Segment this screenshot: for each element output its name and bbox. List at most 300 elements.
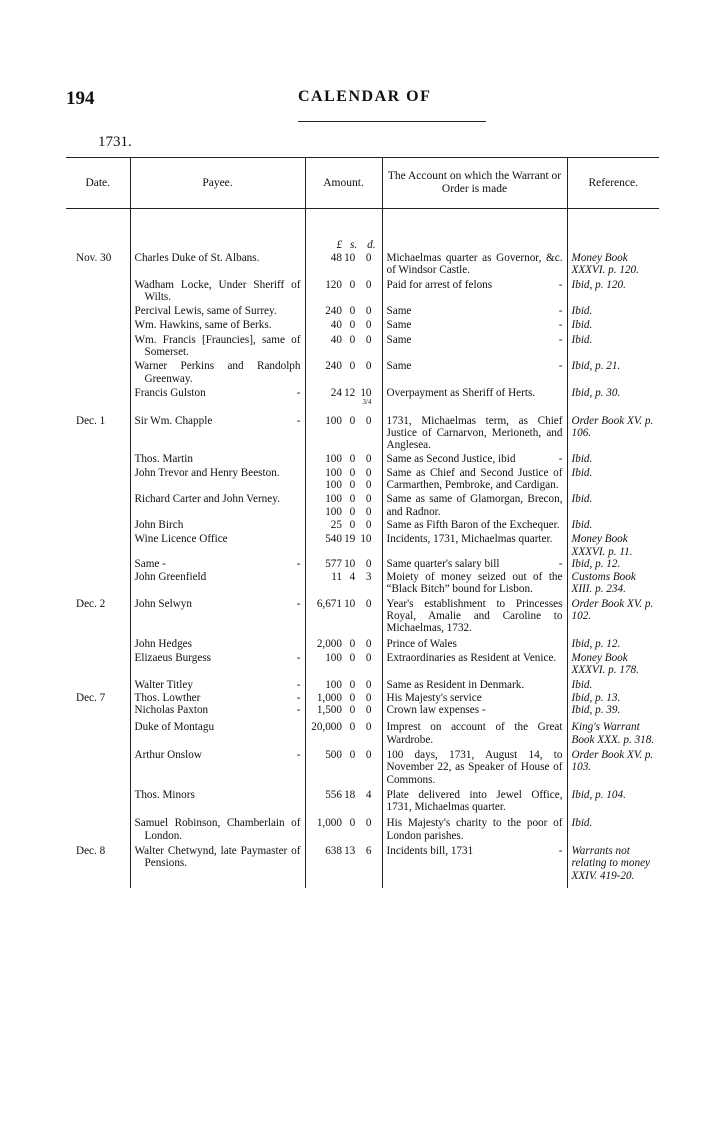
table-row — [66, 558, 659, 570]
shillings-value: 0 — [349, 466, 356, 479]
pence-value-wrap — [355, 453, 371, 465]
table-row — [66, 358, 659, 385]
payee-name: Nicholas Paxton — [134, 704, 209, 717]
reference-text: Ibid. — [571, 305, 593, 318]
amount-cell — [305, 813, 382, 842]
pence-value-wrap — [355, 533, 371, 545]
table-row — [66, 385, 659, 412]
payee-name: Walter Chetwynd, late Paymaster of Pensions. — [134, 845, 301, 870]
payee-name: Elizaeus Burgess — [134, 651, 212, 664]
account-cell — [382, 252, 567, 277]
date-cell — [66, 385, 130, 412]
leader-dash: - — [558, 278, 563, 291]
pounds-value: 1,500 — [316, 704, 342, 717]
leader-dash: - — [558, 360, 563, 373]
pence-value: 0 — [365, 479, 372, 492]
reference-cell — [567, 518, 659, 531]
year-heading: 1731. — [98, 134, 132, 150]
payee-name: Wine Licence Office — [134, 533, 228, 546]
date-cell — [66, 518, 130, 531]
reference-cell — [567, 716, 659, 746]
pence-value-wrap — [355, 252, 371, 264]
reference-cell — [567, 252, 659, 277]
account-text: Same quarter's salary bill — [386, 557, 500, 570]
entry-date: Dec. 7 — [76, 691, 106, 704]
pence-value: 0 — [365, 333, 372, 346]
amount-line — [310, 749, 378, 761]
amount-line — [310, 279, 378, 291]
amount-cell — [305, 635, 382, 650]
account-cell — [382, 332, 567, 359]
payee-cell — [130, 385, 305, 412]
reference-text: Ibid. — [571, 493, 593, 506]
account-text: 1731, Michaelmas term, as Chief Justice of Carnarvon, Merioneth, and Anglesea. — [386, 414, 563, 452]
amount-cell — [305, 691, 382, 704]
amount-line — [310, 652, 378, 664]
pounds-unit: £ — [336, 239, 343, 251]
pence-value-wrap — [355, 571, 371, 583]
pence-value: 0 — [365, 278, 372, 291]
reference-text: Money Book XXXVI. p. 120. — [571, 252, 639, 277]
pence-value-wrap — [355, 817, 371, 829]
account-cell — [382, 716, 567, 746]
payee-cell — [130, 412, 305, 452]
pence-value-wrap — [355, 558, 371, 570]
pounds-value: 2,000 — [316, 637, 342, 650]
table-row — [66, 451, 659, 465]
amount-cell — [305, 704, 382, 716]
pence-value: 0 — [365, 453, 372, 466]
shillings-value: 18 — [344, 788, 356, 801]
reference-cell — [567, 596, 659, 635]
amount-line — [310, 533, 378, 545]
pence-value-wrap — [355, 319, 371, 331]
reference-cell — [567, 317, 659, 331]
pounds-value: 638 — [325, 845, 342, 858]
pence-value: 0 — [365, 518, 372, 531]
shillings-value: 0 — [349, 453, 356, 466]
pounds-value: 100 — [325, 453, 342, 466]
table-row — [66, 531, 659, 558]
entry-date: Nov. 30 — [76, 252, 112, 264]
reference-text: Warrants not relating to money XXIV. 419-20. — [571, 845, 651, 882]
payee-name: Charles Duke of St. Albans. — [134, 252, 260, 264]
pence-value-wrap — [355, 749, 371, 761]
account-text: Same as Chief and Second Justice of Carmarthen, Pembroke, and Cardigan. — [386, 466, 563, 492]
amount-line — [310, 360, 378, 372]
pence-value: 6 — [365, 845, 372, 858]
pounds-value: 25 — [330, 518, 342, 531]
shillings-value: 0 — [349, 505, 356, 518]
account-cell — [382, 277, 567, 304]
currency-units-row — [66, 239, 659, 252]
pounds-value: 100 — [325, 414, 342, 427]
pounds-value: 100 — [325, 651, 342, 664]
payee-name: Percival Lewis, same of Surrey. — [134, 305, 277, 318]
table-row — [66, 716, 659, 746]
shillings-value: 0 — [349, 278, 356, 291]
amount-line — [310, 704, 378, 716]
table-row — [66, 635, 659, 650]
pence-value-wrap — [355, 704, 371, 716]
account-text: Same — [386, 319, 412, 332]
reference-cell — [567, 303, 659, 317]
account-cell — [382, 704, 567, 716]
table-row — [66, 704, 659, 716]
amount-line — [310, 305, 378, 317]
date-cell — [66, 358, 130, 385]
account-text: Same as Fifth Baron of the Exchequer. — [386, 518, 560, 531]
date-cell — [66, 451, 130, 465]
date-cell — [66, 746, 130, 786]
shillings-value: 0 — [349, 305, 356, 318]
pounds-value: 20,000 — [311, 721, 342, 734]
pence-value-wrap — [355, 519, 371, 531]
table-row — [66, 252, 659, 277]
table-row — [66, 277, 659, 304]
shillings-value: 0 — [349, 319, 356, 332]
header-rule — [298, 121, 486, 122]
shillings-value: 0 — [349, 651, 356, 664]
reference-text: Ibid. — [571, 466, 593, 479]
reference-text: Order Book XV. p. 102. — [571, 597, 654, 623]
reference-text: Ibid, p. 120. — [571, 278, 626, 291]
pounds-value: 11 — [331, 571, 342, 584]
leader-dash: - — [296, 597, 301, 610]
account-cell — [382, 317, 567, 331]
amount-cell — [305, 385, 382, 412]
reference-cell — [567, 385, 659, 412]
pence-value-wrap — [355, 360, 371, 372]
pence-value: 0 — [365, 651, 372, 664]
payee-cell — [130, 303, 305, 317]
pence-value-wrap — [355, 506, 371, 518]
pence-value: 0 — [365, 466, 372, 479]
reference-text: Ibid. — [571, 319, 593, 332]
calendar-table — [66, 157, 659, 888]
reference-text: Customs Book XIII. p. 234. — [571, 571, 636, 596]
account-cell — [382, 842, 567, 882]
column-header-account: The Account on which the Warrant or Order is made — [382, 158, 567, 209]
amount-line — [310, 721, 378, 733]
entry-date: Dec. 1 — [76, 414, 106, 427]
account-text: Overpayment as Sheriff of Herts. — [386, 386, 536, 399]
account-cell — [382, 531, 567, 558]
payee-name: Wm. Hawkins, same of Berks. — [134, 319, 272, 332]
pence-value: 0 — [365, 493, 372, 506]
amount-cell — [305, 332, 382, 359]
pence-value-wrap — [355, 721, 371, 733]
pence-value-wrap — [355, 789, 371, 801]
payee-name: Warner Perkins and Randolph Greenway. — [134, 360, 301, 385]
pounds-value: 120 — [325, 278, 342, 291]
account-cell — [382, 385, 567, 412]
pounds-value: 1,000 — [316, 817, 342, 830]
account-cell — [382, 358, 567, 385]
shillings-value: 19 — [344, 533, 356, 546]
leader-dash: - — [296, 691, 301, 704]
pence-value: 0 — [365, 678, 372, 691]
pence-value: 0 — [365, 505, 372, 518]
leader-dash: - — [558, 557, 563, 570]
pence-value-wrap — [355, 305, 371, 317]
account-text: Paid for arrest of felons — [386, 278, 493, 291]
payee-cell — [130, 596, 305, 635]
reference-cell — [567, 842, 659, 882]
amount-cell — [305, 716, 382, 746]
amount-cell — [305, 491, 382, 518]
payee-cell — [130, 691, 305, 704]
shillings-value: 0 — [349, 817, 356, 830]
pence-value: 0 — [365, 721, 372, 734]
pence-value: 0 — [365, 252, 372, 264]
reference-cell — [567, 635, 659, 650]
amount-cell — [305, 518, 382, 531]
amount-cell — [305, 786, 382, 814]
shillings-value: 0 — [349, 637, 356, 650]
payee-cell — [130, 650, 305, 677]
amount-cell — [305, 746, 382, 786]
pence-value: 0 — [365, 691, 372, 704]
reference-cell — [567, 570, 659, 596]
payee-name: Samuel Robinson, Chamberlain of London. — [134, 817, 301, 842]
payee-name: John Trevor and Henry Beeston. — [134, 466, 280, 479]
reference-text: Order Book XV. p. 106. — [571, 414, 654, 439]
table-row — [66, 842, 659, 882]
pounds-value: 40 — [330, 333, 342, 346]
leader-dash: - — [558, 453, 563, 466]
reference-text: Ibid, p. 12. — [571, 637, 621, 650]
date-cell — [66, 570, 130, 596]
payee-cell — [130, 746, 305, 786]
reference-cell — [567, 813, 659, 842]
shillings-value: 12 — [344, 386, 356, 399]
pence-value: 0 — [365, 637, 372, 650]
amount-cell — [305, 677, 382, 691]
account-cell — [382, 466, 567, 492]
pence-value: 10 — [360, 533, 372, 546]
pence-value-wrap — [355, 279, 371, 291]
leader-dash: - — [558, 333, 563, 346]
shillings-value: 10 — [344, 557, 356, 570]
date-cell — [66, 491, 130, 518]
amount-line — [310, 453, 378, 465]
amount-cell — [305, 842, 382, 882]
payee-cell — [130, 531, 305, 558]
date-cell — [66, 704, 130, 716]
pence-value-wrap — [355, 493, 371, 505]
reference-cell — [567, 466, 659, 492]
shillings-value: 4 — [349, 571, 356, 584]
amount-line — [310, 415, 378, 427]
account-text: Year's establishment to Princesses Royal, Amalie and Caroline to Michaelmas, 1732. — [386, 597, 563, 635]
pence-value-wrap — [355, 598, 371, 610]
pence-value-wrap — [355, 845, 371, 857]
date-cell — [66, 691, 130, 704]
payee-cell — [130, 466, 305, 492]
payee-cell — [130, 704, 305, 716]
pence-value-wrap — [355, 334, 371, 346]
pence-value: 3 — [365, 571, 372, 584]
pounds-value: 100 — [325, 479, 342, 492]
shillings-value: 0 — [349, 414, 356, 427]
table-row — [66, 570, 659, 596]
table-row — [66, 518, 659, 531]
table-row — [66, 303, 659, 317]
pence-value: 0 — [365, 319, 372, 332]
account-text: Same as same of Glamorgan, Brecon, and Radnor. — [386, 493, 563, 518]
reference-text: Money Book XXXVI. p. 11. — [571, 533, 633, 558]
date-cell — [66, 635, 130, 650]
table-row — [66, 691, 659, 704]
reference-text: Ibid, p. 21. — [571, 360, 621, 373]
account-text: Extraordinaries as Resident at Venice. — [386, 651, 557, 664]
account-cell — [382, 691, 567, 704]
table-row — [66, 332, 659, 359]
payee-cell — [130, 277, 305, 304]
shillings-value: 0 — [349, 704, 356, 717]
pounds-value: 556 — [325, 788, 342, 801]
pence-value: 0 — [365, 360, 372, 373]
account-text: Crown law expenses - — [386, 704, 486, 717]
date-cell — [66, 716, 130, 746]
pence-value: 0 — [365, 414, 372, 427]
table-row — [66, 650, 659, 677]
payee-cell — [130, 491, 305, 518]
reference-cell — [567, 277, 659, 304]
amount-line — [310, 789, 378, 801]
amount-line — [310, 493, 378, 505]
payee-name: Wm. Francis [Frauncies], same of Somerset. — [134, 333, 301, 359]
date-cell — [66, 786, 130, 814]
payee-name: Thos. Lowther — [134, 691, 201, 704]
table-row — [66, 596, 659, 635]
amount-line — [310, 467, 378, 479]
reference-cell — [567, 358, 659, 385]
reference-text: Ibid, p. 13. — [571, 691, 621, 704]
date-cell — [66, 650, 130, 677]
payee-name: Wadham Locke, Under Sheriff of Wilts. — [134, 278, 301, 303]
shillings-value: 0 — [349, 493, 356, 506]
leader-dash: - — [296, 386, 301, 399]
date-cell — [66, 466, 130, 492]
shillings-value: 0 — [349, 748, 356, 761]
reference-cell — [567, 691, 659, 704]
table-row — [66, 466, 659, 492]
leader-dash: - — [296, 414, 301, 427]
amount-line — [310, 506, 378, 518]
pence-value: 0 — [365, 748, 372, 761]
shillings-unit: s. — [350, 239, 358, 251]
pence-value-wrap — [355, 638, 371, 650]
table-row — [66, 677, 659, 691]
amount-line — [310, 334, 378, 346]
pounds-value: 540 — [325, 533, 342, 546]
account-text: Moiety of money seized out of the “Black Bitch” bound for Lisbon. — [386, 571, 563, 596]
payee-name: Sir Wm. Chapple — [134, 414, 213, 427]
date-cell — [66, 412, 130, 452]
reference-text: Order Book XV. p. 103. — [571, 748, 654, 774]
amount-line — [310, 638, 378, 650]
amount-line — [310, 692, 378, 704]
amount-line — [310, 558, 378, 570]
pounds-value: 100 — [325, 678, 342, 691]
pounds-value: 240 — [325, 305, 342, 318]
pence-value: 4 — [365, 788, 372, 801]
leader-dash: - — [558, 845, 563, 858]
payee-cell — [130, 716, 305, 746]
pence-value: 0 — [365, 597, 372, 610]
shillings-value: 0 — [349, 360, 356, 373]
reference-text: King's Warrant Book XXX. p. 318. — [571, 721, 655, 746]
leader-dash: - — [296, 704, 301, 717]
table-header-row — [66, 158, 659, 209]
shillings-value: 0 — [349, 333, 356, 346]
amount-line — [310, 252, 378, 264]
amount-cell — [305, 466, 382, 492]
payee-name: Francis Gulston — [134, 386, 206, 399]
date-cell — [66, 303, 130, 317]
amount-cell — [305, 570, 382, 596]
amount-line — [310, 319, 378, 331]
amount-cell — [305, 317, 382, 331]
pence-value-wrap — [355, 415, 371, 427]
payee-cell — [130, 786, 305, 814]
reference-text: Ibid. — [571, 518, 593, 531]
reference-text: Ibid. — [571, 817, 593, 830]
amount-cell — [305, 252, 382, 277]
account-text: Same as Second Justice, ibid — [386, 453, 516, 466]
amount-line — [310, 571, 378, 583]
table-row — [66, 813, 659, 842]
payee-name: Same - — [134, 557, 166, 570]
reference-text: Ibid, p. 39. — [571, 704, 621, 717]
payee-cell — [130, 358, 305, 385]
shillings-value: 0 — [349, 479, 356, 492]
payee-cell — [130, 813, 305, 842]
amount-cell — [305, 531, 382, 558]
entry-date: Dec. 2 — [76, 597, 106, 610]
reference-text: Ibid, p. 104. — [571, 788, 626, 801]
date-cell — [66, 677, 130, 691]
table-row — [66, 786, 659, 814]
running-title: CALENDAR OF — [298, 88, 432, 105]
account-cell — [382, 303, 567, 317]
payee-cell — [130, 570, 305, 596]
pounds-value: 577 — [325, 557, 342, 570]
account-cell — [382, 635, 567, 650]
amount-cell — [305, 596, 382, 635]
date-cell — [66, 531, 130, 558]
account-text: Incidents, 1731, Michaelmas quarter. — [386, 533, 553, 546]
pence-value-wrap — [355, 479, 371, 491]
payee-name: Walter Titley — [134, 678, 193, 691]
shillings-value: 0 — [349, 678, 356, 691]
pounds-value: 100 — [325, 505, 342, 518]
reference-text: Ibid, p. 12. — [571, 557, 621, 570]
account-cell — [382, 786, 567, 814]
amount-cell — [305, 558, 382, 570]
pence-value-wrap — [355, 692, 371, 704]
account-text: Incidents bill, 1731 — [386, 845, 474, 858]
amount-cell — [305, 358, 382, 385]
account-text: Imprest on account of the Great Wardrobe. — [386, 721, 563, 746]
payee-cell — [130, 558, 305, 570]
amount-cell — [305, 277, 382, 304]
table-row — [66, 412, 659, 452]
pence-value-wrap — [355, 652, 371, 664]
pounds-value: 240 — [325, 360, 342, 373]
